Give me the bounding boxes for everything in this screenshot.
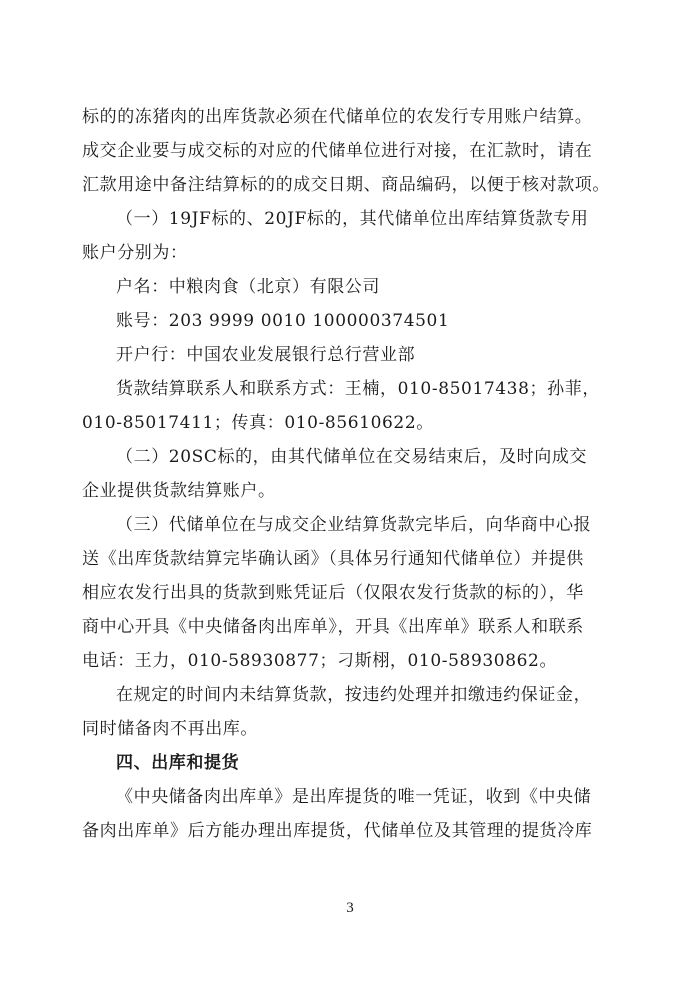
contact-line: 货款结算联系人和联系方式：王楠，010-85017438；孙菲， [116, 379, 600, 399]
body-line: 送《出库货款结算完毕确认函》（具体另行通知代储单位）并提供 [82, 549, 584, 569]
contact-line: 电话：王力，010-58930877；刁斯栩，010-58930862。 [82, 651, 558, 671]
body-line: （二）20SC标的，由其代储单位在交易结束后，及时向成交 [116, 447, 588, 467]
body-line: 商中心开具《中央储备肉出库单》，开具《出库单》联系人和联系 [82, 617, 584, 637]
bank-line: 开户行：中国农业发展银行总行营业部 [116, 345, 416, 365]
body-line: 相应农发行出具的货款到账凭证后（仅限农发行货款的标的），华 [82, 583, 584, 603]
account-name-line: 户名：中粮肉食（北京）有限公司 [116, 277, 380, 297]
account-number-line: 账号：203 9999 0010 100000374501 [116, 311, 450, 331]
body-line: 备肉出库单》后方能办理出库提货，代储单位及其管理的提货冷库 [82, 821, 593, 841]
body-line: 汇款用途中备注结算标的的成交日期、商品编码，以便于核对款项。 [82, 175, 610, 195]
section-heading: 四、出库和提货 [116, 753, 240, 773]
body-line: 在规定的时间内未结算货款，按违约处理并扣缴违约保证金， [116, 685, 592, 705]
body-line: 标的的冻猪肉的出库货款必须在代储单位的农发行专用账户结算。 [82, 107, 593, 127]
page-number: 3 [346, 900, 354, 916]
body-line: 《中央储备肉出库单》是出库提货的唯一凭证，收到《中央储 [116, 787, 592, 807]
body-line: 企业提供货款结算账户。 [82, 481, 276, 501]
body-line: 成交企业要与成交标的对应的代储单位进行对接，在汇款时，请在 [82, 141, 593, 161]
body-line: （一）19JF标的、20JF标的，其代储单位出库结算货款专用 [116, 209, 589, 229]
contact-line: 010-85017411；传真：010-85610622。 [82, 413, 434, 433]
body-line: 同时储备肉不再出库。 [82, 719, 258, 739]
body-line: 账户分别为： [82, 243, 188, 263]
document-body [82, 100, 622, 848]
body-line: （三）代储单位在与成交企业结算货款完毕后，向华商中心报 [116, 515, 592, 535]
